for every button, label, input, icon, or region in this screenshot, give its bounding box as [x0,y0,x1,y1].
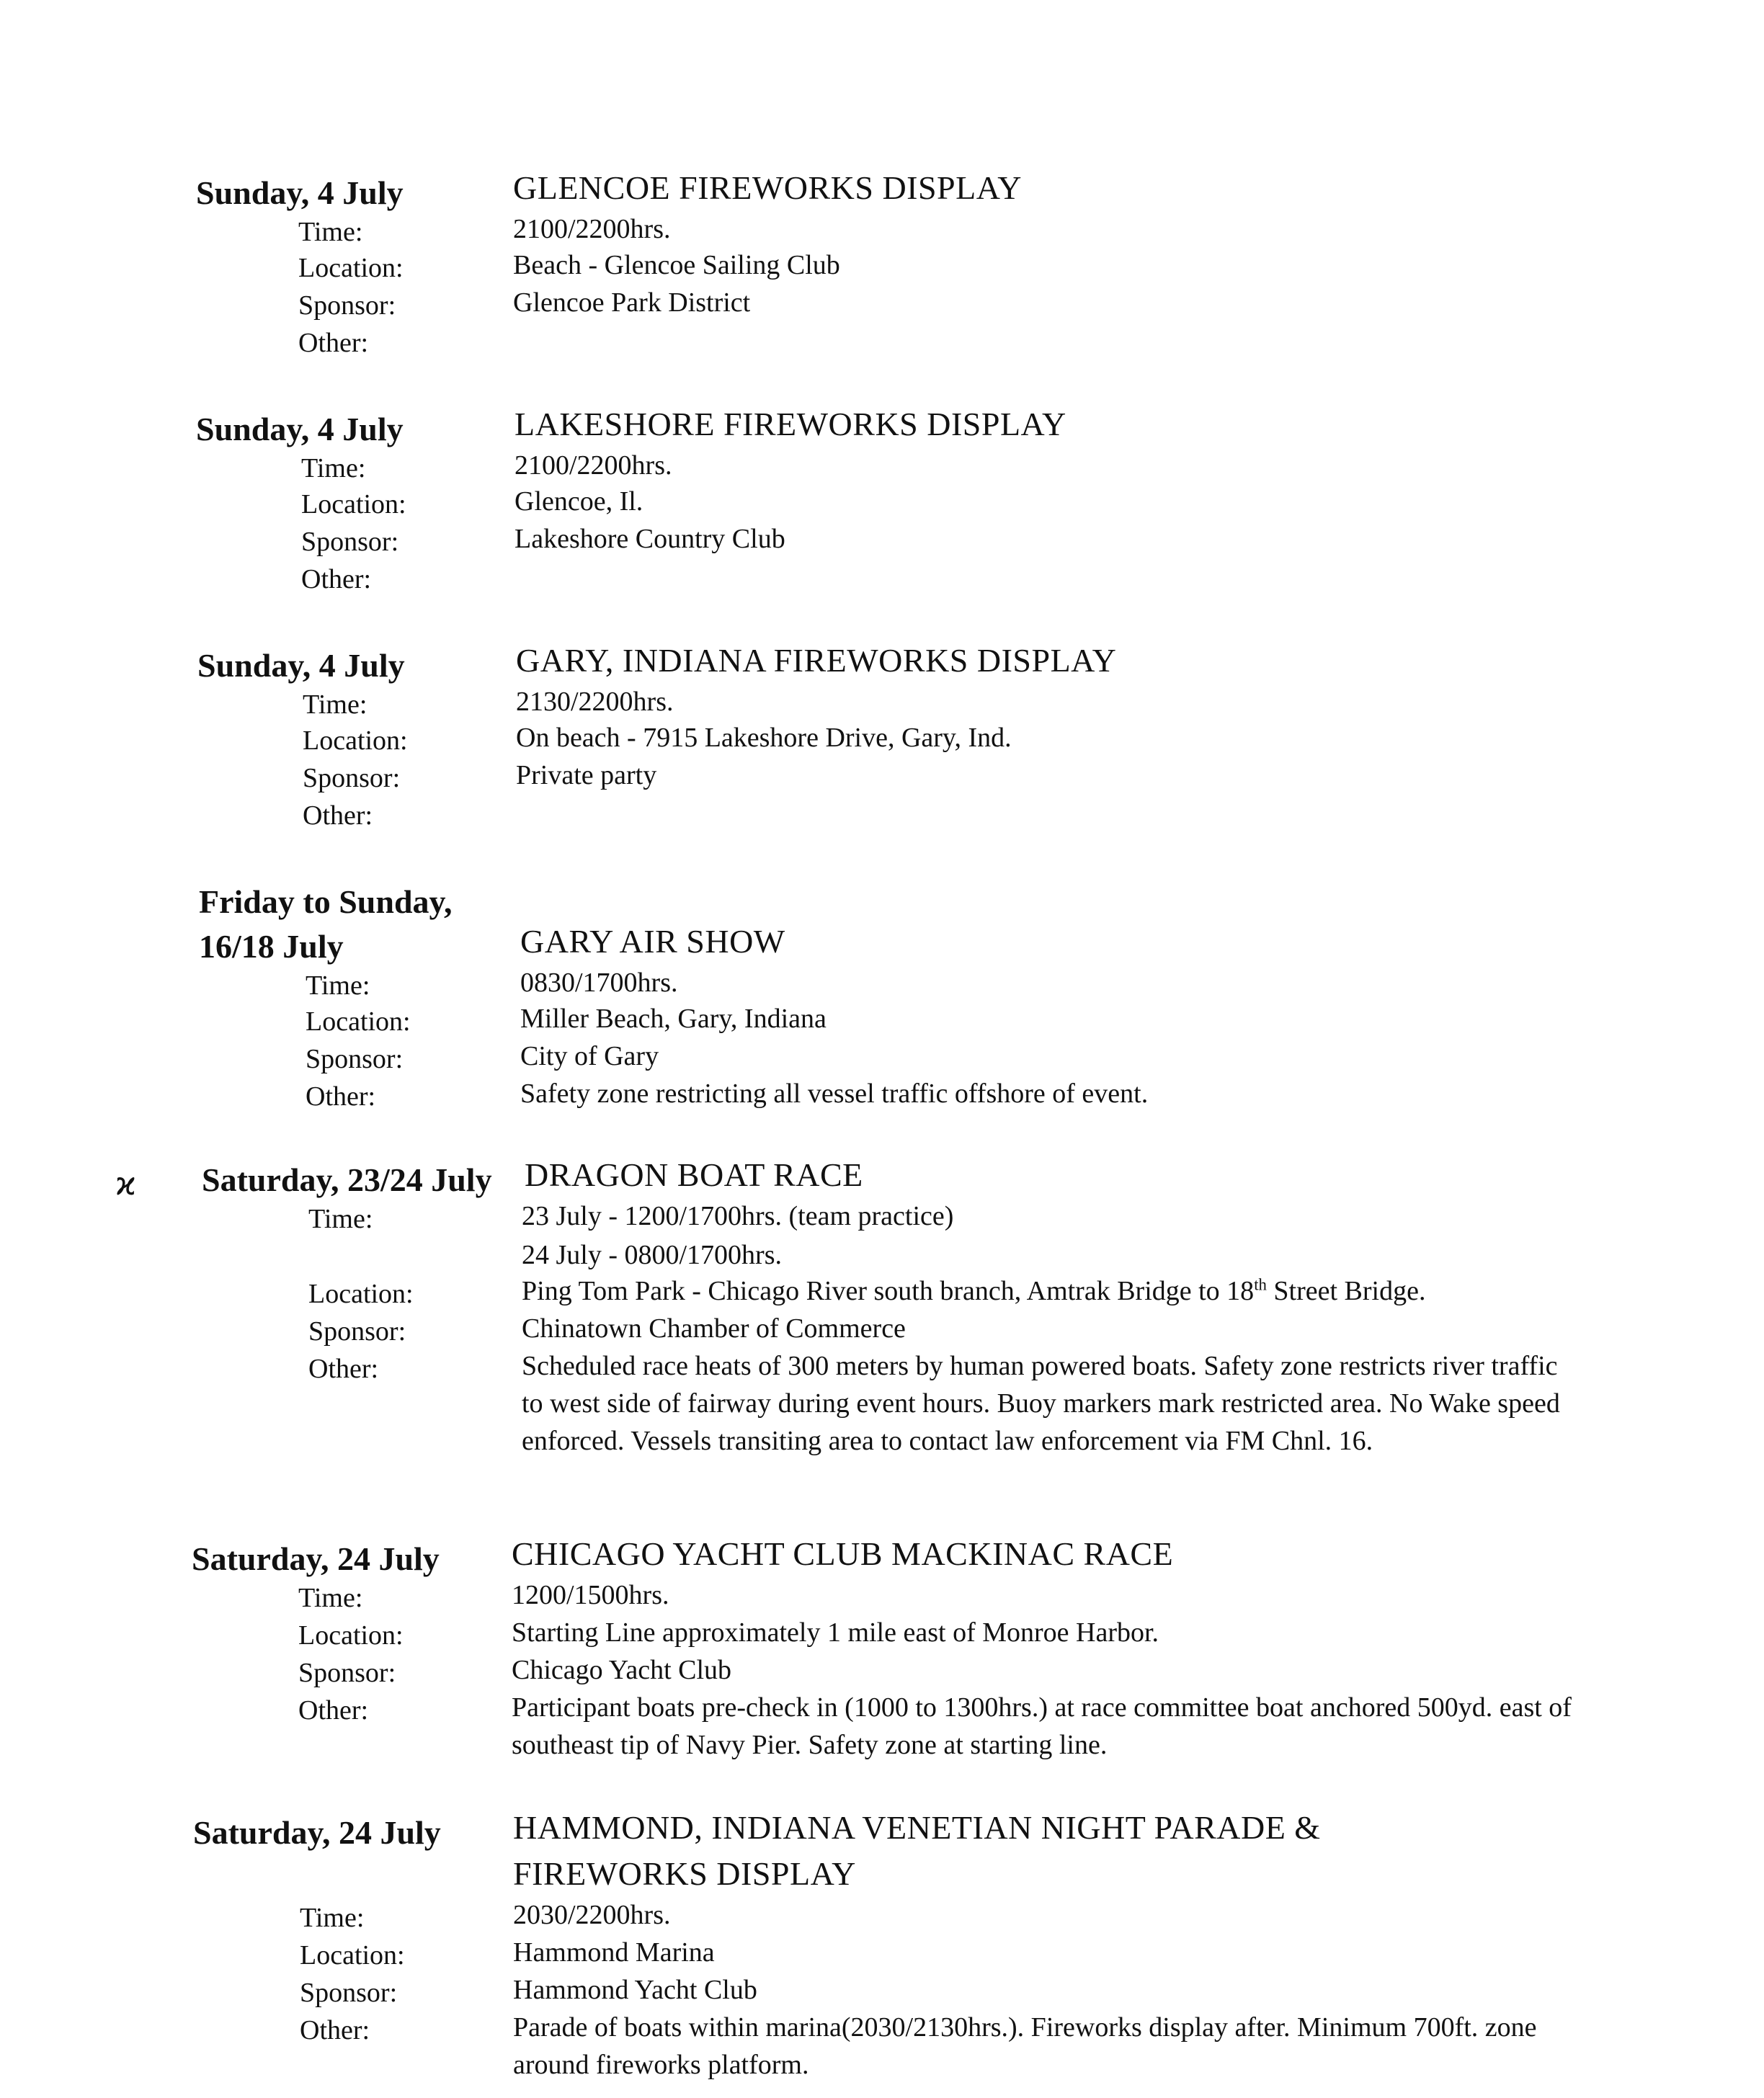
location-superscript: th [1254,1275,1267,1294]
location-value: Glencoe, Il. [514,486,643,517]
sponsor-label: Sponsor: [298,1658,396,1688]
event-date-line-2: 16/18 July [199,928,344,965]
location-text-end: Street Bridge. [1266,1276,1426,1306]
sponsor-value: Chinatown Chamber of Commerce [522,1313,906,1344]
other-label: Other: [306,1081,376,1112]
sponsor-value: Lakeshore Country Club [514,524,785,554]
location-value: Miller Beach, Gary, Indiana [520,1004,827,1034]
event-date: Sunday, 4 July [196,411,404,447]
sponsor-label: Sponsor: [308,1316,406,1347]
event-title: DRAGON BOAT RACE [525,1156,863,1193]
location-text: Ping Tom Park - Chicago River south branch, Amtrak Bridge to 18 [522,1276,1255,1306]
location-label: Location: [298,1620,404,1651]
location-value: Beach - Glencoe Sailing Club [513,250,840,280]
location-value [522,1272,1425,1310]
margin-mark: ϰ [115,1166,137,1202]
location-value: Starting Line approximately 1 mile east of Monroe Harbor. [512,1617,1159,1648]
location-label: Location: [303,726,408,756]
sponsor-value: Glencoe Park District [513,287,751,318]
event-title-line-1: HAMMOND, INDIANA VENETIAN NIGHT PARADE & [513,1809,1321,1846]
other-label: Other: [308,1354,379,1384]
other-label: Other: [298,328,369,358]
location-label: Location: [298,253,404,283]
sponsor-label: Sponsor: [301,527,399,557]
event-date: Saturday, 24 July [193,1814,441,1851]
event-date: Saturday, 23/24 July [202,1161,492,1198]
sponsor-label: Sponsor: [306,1044,404,1074]
other-label: Other: [300,2015,370,2045]
other-value: Safety zone restricting all vessel traffic offshore of event. [520,1079,1149,1109]
time-label: Time: [303,689,368,720]
event-title: GLENCOE FIREWORKS DISPLAY [513,169,1022,206]
time-label: Time: [308,1204,373,1234]
location-label: Location: [306,1006,411,1037]
event-date: Sunday, 4 July [196,174,404,211]
sponsor-value: Hammond Yacht Club [513,1975,757,2005]
sponsor-label: Sponsor: [298,290,396,321]
location-label: Location: [301,489,406,519]
location-value: On beach - 7915 Lakeshore Drive, Gary, Ind. [516,723,1012,753]
time-label: Time: [301,453,366,483]
other-value: Parade of boats within marina(2030/2130hrs.). Fireworks display after. Minimum 700ft. zone around fireworks platform. [513,2012,1537,2080]
time-value: 2030/2200hrs. [513,1900,671,1930]
time-value-line-2: 24 July - 0800/1700hrs. [522,1240,782,1270]
sponsor-label: Sponsor: [300,1978,398,2008]
time-value: 0830/1700hrs. [520,968,678,998]
time-label: Time: [300,1903,365,1933]
sponsor-value: Private party [516,760,657,790]
other-label: Other: [298,1695,369,1726]
location-label: Location: [308,1279,414,1309]
sponsor-label: Sponsor: [303,763,401,793]
time-value: 2130/2200hrs. [516,687,674,717]
other-value: Scheduled race heats of 300 meters by human powered boats. Safety zone restricts river traffic to west side of fairway during event hours. Buoy markers mark restricted area. No Wake speed enforced. Vessels transiting area to contact law enforcement via FM Chnl. 16. [522,1351,1560,1456]
time-label: Time: [306,970,370,1001]
time-value: 2100/2200hrs. [514,450,672,481]
event-date: Saturday, 24 July [192,1540,440,1577]
time-label: Time: [298,217,363,247]
time-label: Time: [298,1583,363,1613]
event-title: LAKESHORE FIREWORKS DISPLAY [514,406,1066,442]
event-date-line-1: Friday to Sunday, [199,883,453,920]
event-title: GARY, INDIANA FIREWORKS DISPLAY [516,642,1117,679]
time-value: 2100/2200hrs. [513,214,671,244]
other-value: Participant boats pre-check in (1000 to 1300hrs.) at race committee boat anchored 500yd. east of southeast tip of Navy Pier. Safety zone at starting line. [512,1692,1572,1760]
event-date: Sunday, 4 July [197,647,405,684]
event-title: GARY AIR SHOW [520,923,785,960]
sponsor-value: Chicago Yacht Club [512,1655,732,1685]
other-label: Other: [301,564,372,594]
sponsor-value: City of Gary [520,1041,659,1071]
location-label: Location: [300,1940,405,1970]
location-value: Hammond Marina [513,1937,715,1968]
other-label: Other: [303,800,373,831]
time-value: 1200/1500hrs. [512,1580,669,1610]
event-title-line-2: FIREWORKS DISPLAY [513,1855,856,1892]
event-title: CHICAGO YACHT CLUB MACKINAC RACE [512,1535,1174,1572]
time-value-line-1: 23 July - 1200/1700hrs. (team practice) [522,1201,954,1231]
